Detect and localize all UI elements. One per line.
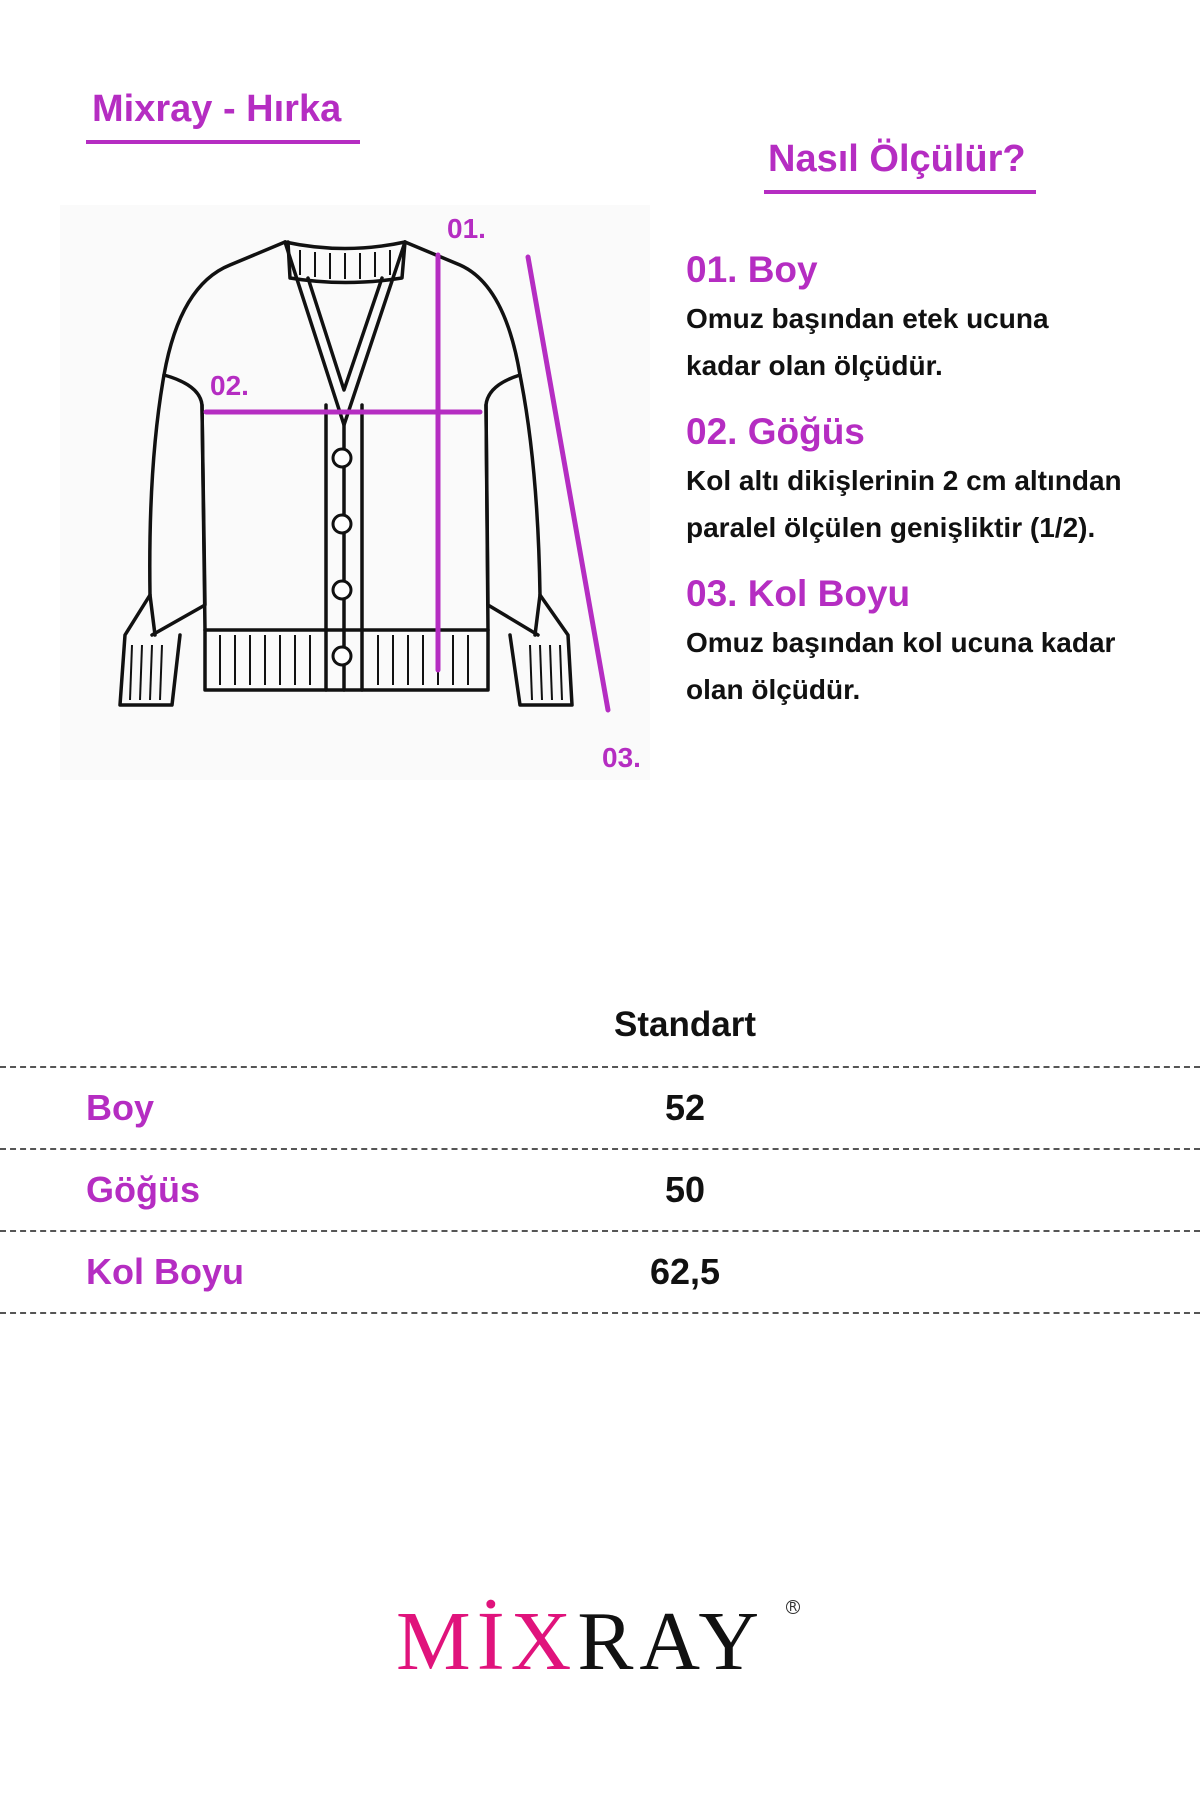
table-row-gogus [0,1150,1200,1230]
how-to-measure-underline [764,190,1036,194]
measure-kol-boyu [686,569,1186,713]
button-2 [333,515,351,533]
size-table-header [0,1000,1200,1050]
cardigan-illustration [60,205,650,780]
measure-desc-line: Omuz başından kol ucuna kadar [686,627,1116,658]
row-value: 62,5 [649,1251,721,1292]
figure-label-01: 01. [447,213,486,244]
table-row-kol-boyu [0,1232,1200,1312]
table-row-boy [0,1068,1200,1148]
figure-label-02: 02. [210,370,249,401]
row-label: Göğüs [86,1169,200,1210]
logo-x: X [510,1595,578,1688]
button-4 [333,647,351,665]
registered-mark-icon: R [786,1600,800,1614]
table-divider [0,1312,1200,1314]
mixray-logo [396,1595,798,1688]
figure-label-03: 03. [602,742,641,773]
button-3 [333,581,351,599]
logo-ray: RAY [577,1595,765,1688]
row-label: Kol Boyu [86,1251,244,1292]
measure-title: 02. Göğüs [686,411,865,452]
measure-boy [686,245,1186,389]
measure-desc-line: kadar olan ölçüdür. [686,350,943,381]
measure-desc-line: Omuz başından etek ucuna [686,303,1049,334]
measure-title: 03. Kol Boyu [686,573,911,614]
measure-descriptions [686,245,1186,731]
row-label: Boy [86,1087,155,1128]
measure-desc-line: olan ölçüdür. [686,674,861,705]
logo-mi: Mİ [396,1595,511,1688]
measure-gogus [686,407,1186,551]
row-value: 50 [664,1169,706,1210]
brand-title: Mixray - Hırka [92,88,342,130]
brand-title-underline [86,140,360,144]
how-to-measure-title: Nasıl Ölçülür? [768,138,1026,180]
button-1 [333,449,351,467]
size-column-header: Standart [614,1005,756,1044]
row-value: 52 [664,1087,706,1128]
measure-desc-line: Kol altı dikişlerinin 2 cm altından [686,465,1122,496]
measure-title: 01. Boy [686,249,818,290]
measure-desc-line: paralel ölçülen genişliktir (1/2). [686,512,1096,543]
